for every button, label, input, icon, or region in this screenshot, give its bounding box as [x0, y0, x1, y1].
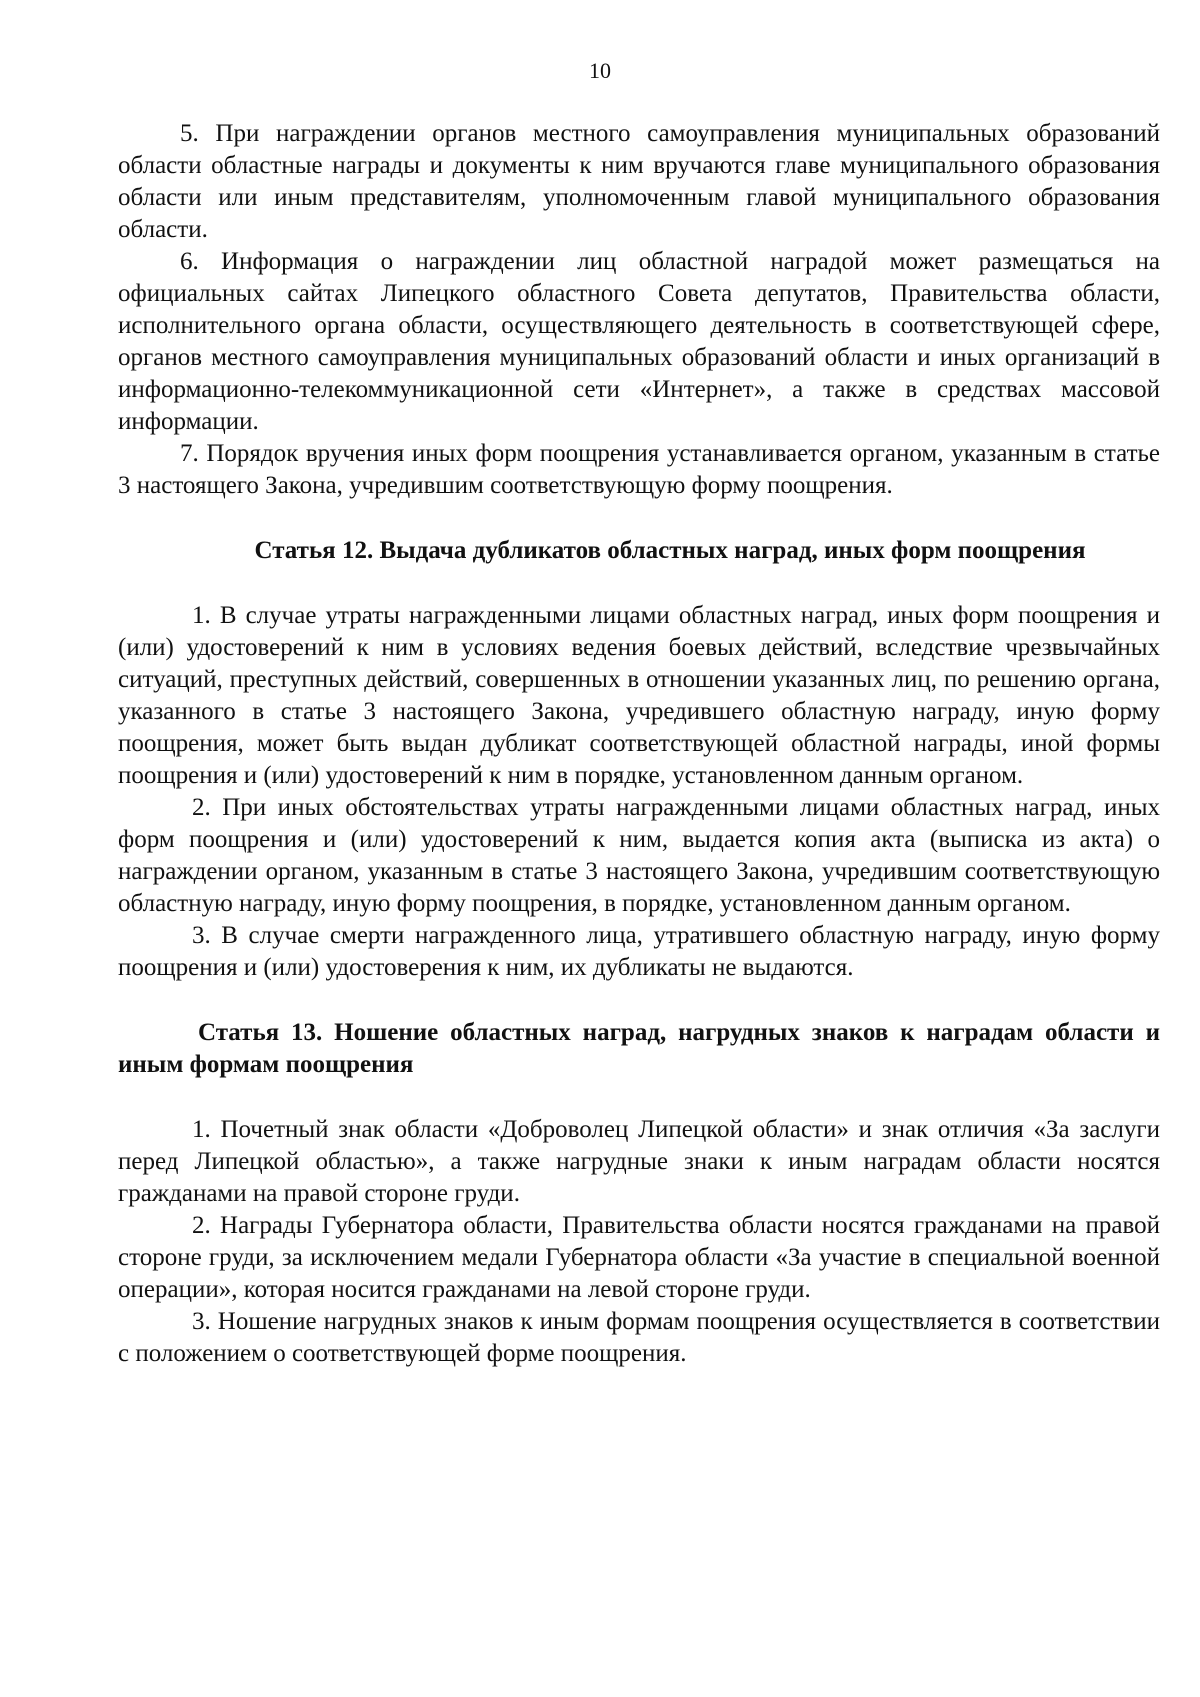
article-13-paragraph-1: 1. Почетный знак области «Доброволец Липецкой области» и знак отличия «За заслуги перед Липецкой областью», а также нагрудные знаки к иным наградам области носятся гражданами на правой стороне груди. [118, 1116, 1160, 1207]
article-12-title: Статья 12. Выдача дубликатов областных наград, иных форм поощрения [254, 537, 1086, 564]
paragraph-7: 7. Порядок вручения иных форм поощрения устанавливается органом, указанным в статье 3 настоящего Закона, учредившим соответствующую форму поощрения. [118, 440, 1160, 499]
article-12-paragraph-2: 2. При иных обстоятельствах утраты награжденными лицами областных наград, иных форм поощрения и (или) удостоверений к ним, выдается копия акта (выписка из акта) о награждении органом, указанным в статье 3 настоящего Закона, учредившим соответствующую областную награду, иную форму поощрения, в порядке, установленном данным органом. [118, 794, 1160, 917]
spacer [118, 502, 1160, 535]
article-12-paragraph-1: 1. В случае утраты награжденными лицами областных наград, иных форм поощрения и (или) удостоверений к ним в условиях ведения боевых действий, вследствие чрезвычайных ситуаций, преступных действий, совершенных в отношении указанных лиц, по решению органа, указанного в статье 3 настоящего Закона, учредившего областную награду, иную форму поощрения, может быть выдан дубликат соответствующей областной награды, иной формы поощрения и (или) удостоверений к ним в порядке, установленном данным органом. [118, 602, 1160, 789]
spacer [118, 567, 1160, 600]
article-12-paragraph-3: 3. В случае смерти награжденного лица, утратившего областную награду, иную форму поощрения и (или) удостоверения к ним, их дубликаты не выдаются. [118, 922, 1160, 981]
spacer [118, 984, 1160, 1017]
article-13-title: Статья 13. Ношение областных наград, нагрудных знаков к наградам области и иным формам поощрения [118, 1019, 1160, 1078]
paragraph-5: 5. При награждении органов местного самоуправления муниципальных образований области областные награды и документы к ним вручаются главе муниципального образования области или иным представителям, уполномоченным главой муниципального образования области. [118, 120, 1160, 243]
article-13-paragraph-3: 3. Ношение нагрудных знаков к иным формам поощрения осуществляется в соответствии с положением о соответствующей форме поощрения. [118, 1308, 1160, 1367]
article-13-paragraph-2: 2. Награды Губернатора области, Правительства области носятся гражданами на правой стороне груди, за исключением медали Губернатора области «За участие в специальной военной операции», которая носится гражданами на левой стороне груди. [118, 1212, 1160, 1303]
page-number: 10 [589, 58, 611, 83]
spacer [118, 1081, 1160, 1114]
document-body [118, 118, 1160, 1370]
paragraph-6: 6. Информация о награждении лиц областной наградой может размещаться на официальных сайтах Липецкого областного Совета депутатов, Правительства области, исполнительного органа области, осуществляющего деятельность в соответствующей сфере, органов местного самоуправления муниципальных образований области и иных организаций в информационно-телекоммуникационной сети «Интернет», а также в средствах массовой информации. [118, 248, 1160, 435]
